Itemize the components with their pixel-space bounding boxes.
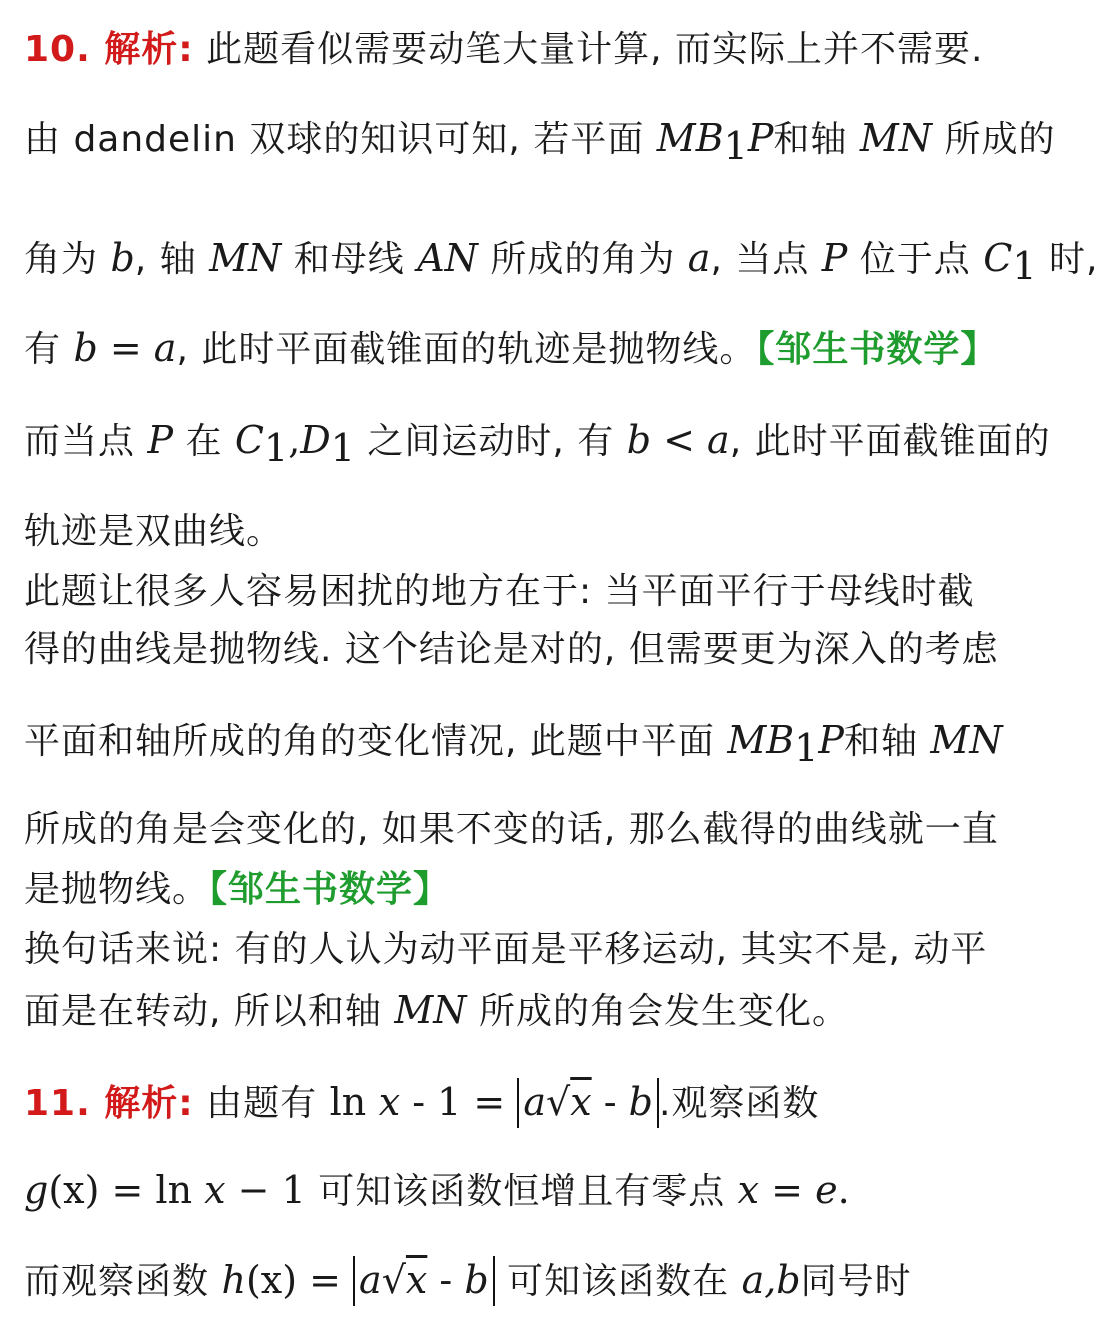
math: AN — [417, 236, 478, 280]
math: P — [747, 116, 774, 160]
text: 可知该函数在 — [494, 1261, 742, 1302]
subscript: 1 — [1012, 244, 1037, 289]
math: , — [288, 418, 301, 462]
p11-line-1 — [24, 1078, 819, 1128]
math: = ln — [99, 1168, 205, 1212]
text: , 此时平面截锥面的 — [729, 421, 1051, 462]
text: 所成的 — [932, 119, 1056, 160]
math: < — [651, 418, 708, 462]
text: 而观察函数 — [24, 1261, 222, 1302]
subscript: 1 — [723, 124, 748, 169]
math: a — [707, 418, 730, 462]
math: x — [737, 1168, 760, 1212]
math: . — [837, 1168, 850, 1212]
math: h — [221, 1258, 246, 1302]
p10-line-10: 所成的角是会变化的, 如果不变的话, 那么截得的曲线就一直 — [24, 809, 999, 850]
math: a — [523, 1080, 546, 1124]
watermark-text: 【邹生书数学】 — [209, 869, 451, 910]
p10-line-5 — [24, 418, 1051, 470]
text: 之间运动时, 有 — [354, 421, 627, 462]
text: 可知该函数恒增且有零点 — [305, 1171, 738, 1212]
math: = — [297, 1258, 354, 1302]
text: , 当点 — [710, 239, 822, 280]
absolute-value — [517, 1078, 659, 1128]
p10-line-7: 此题让很多人容易困扰的地方在于: 当平面平行于母线时截 — [24, 571, 975, 612]
math: - — [427, 1258, 465, 1302]
math: x — [378, 1080, 401, 1124]
text: 由 dandelin 双球的知识可知, 若平面 — [24, 119, 657, 160]
p10-line-6: 轨迹是双曲线。 — [24, 511, 284, 552]
text: 和轴 — [843, 721, 931, 762]
p10-line-8: 得的曲线是抛物线. 这个结论是对的, 但需要更为深入的考虑 — [24, 629, 999, 670]
p10-line-11 — [24, 868, 450, 912]
math: a — [153, 326, 177, 370]
sqrt-symbol: √ — [381, 1258, 406, 1302]
text: 位于点 — [847, 239, 984, 280]
math: = — [97, 326, 154, 370]
math: = — [759, 1168, 816, 1212]
sqrt-symbol: √ — [546, 1080, 571, 1124]
math: - — [591, 1080, 629, 1124]
math: P — [147, 418, 174, 462]
subscript: 1 — [264, 426, 289, 471]
absolute-value — [353, 1256, 495, 1306]
p10-heading: 10. 解析: — [24, 29, 194, 70]
math: x — [204, 1168, 226, 1212]
p11-line-3 — [24, 1256, 912, 1306]
math: b — [626, 418, 652, 462]
subscript: 1 — [330, 426, 355, 471]
math: x — [570, 1080, 592, 1124]
p11-heading: 11. 解析: — [24, 1083, 194, 1124]
text: 所成的角会发生变化。 — [466, 991, 849, 1032]
text: 在 — [173, 421, 235, 462]
text: 由题有 — [206, 1083, 330, 1124]
math: C — [234, 418, 264, 462]
math: MB — [727, 718, 795, 762]
math: e — [815, 1168, 838, 1212]
math: a — [687, 236, 711, 280]
math: − 1 — [225, 1168, 306, 1212]
math: MN — [859, 116, 933, 160]
math: a — [359, 1258, 382, 1302]
math: ln — [329, 1080, 367, 1124]
math: g — [24, 1168, 49, 1212]
text: 是抛物线。 — [24, 869, 210, 910]
math: D — [300, 418, 331, 462]
p10-line-2 — [24, 116, 1055, 168]
text: 和母线 — [281, 239, 418, 280]
text: 有 — [24, 329, 74, 370]
text: 所成的角为 — [477, 239, 688, 280]
math: b — [628, 1080, 653, 1124]
watermark-text: 【邹生书数学】 — [756, 329, 998, 370]
math: (x) — [245, 1258, 298, 1302]
math: MN — [209, 236, 282, 280]
text: 面是在转动, 所以和轴 — [24, 991, 395, 1032]
p10-line-3 — [24, 236, 1098, 288]
p11-line-2 — [24, 1168, 850, 1214]
math: MN — [394, 988, 467, 1032]
math: x — [405, 1258, 428, 1302]
text: 时, — [1036, 239, 1098, 280]
text: 角为 — [24, 239, 111, 280]
math: b — [73, 326, 98, 370]
math: MN — [930, 718, 1003, 762]
math: - 1 = — [400, 1080, 518, 1124]
text: 平面和轴所成的角的变化情况, 此题中平面 — [24, 721, 728, 762]
math: P — [821, 236, 848, 280]
math: (x) — [48, 1168, 100, 1212]
text: 和轴 — [773, 119, 860, 160]
math: C — [983, 236, 1013, 280]
p10-line-4 — [24, 326, 997, 372]
text: 同号时 — [800, 1261, 912, 1302]
subscript: 1 — [794, 726, 819, 771]
p10-line-1 — [24, 28, 984, 72]
math: b — [110, 236, 135, 280]
text: , 此时平面截锥面的轨迹是抛物线。 — [176, 329, 757, 370]
p10-line-12: 换句话来说: 有的人认为动平面是平移运动, 其实不是, 动平 — [24, 929, 988, 970]
text: .观察函数 — [658, 1083, 820, 1124]
math: MB — [656, 116, 724, 160]
text: 而当点 — [24, 421, 148, 462]
text: , 轴 — [134, 239, 210, 280]
math: b — [464, 1258, 489, 1302]
math: P — [818, 718, 844, 762]
p10-line-9 — [24, 718, 1003, 770]
math: a,b — [741, 1258, 801, 1302]
p10-text: 此题看似需要动笔大量计算, 而实际上并不需要. — [206, 29, 984, 70]
p10-line-13 — [24, 988, 849, 1034]
